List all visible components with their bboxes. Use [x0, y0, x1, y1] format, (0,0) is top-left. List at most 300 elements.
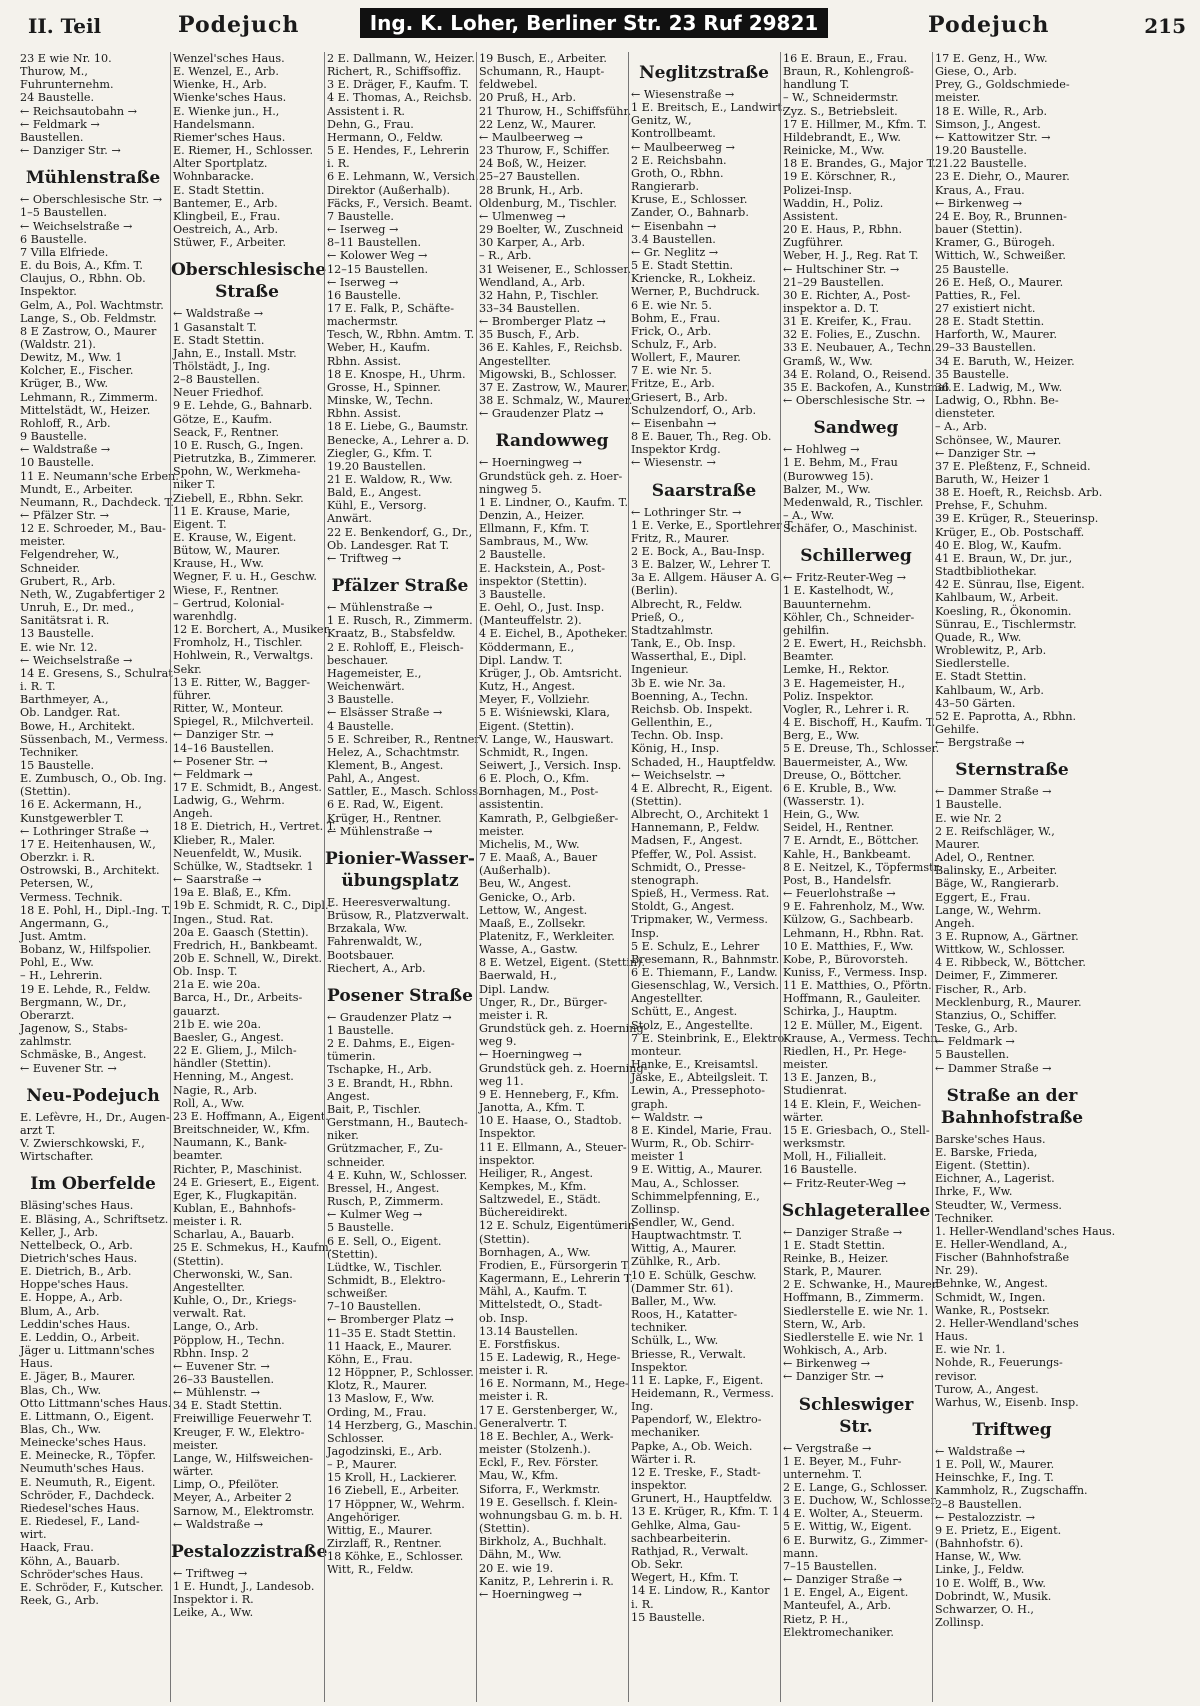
directory-entry: 30 Karper, A., Arb.: [479, 236, 586, 250]
directory-entry: Stüwer, F., Arbeiter.: [173, 236, 287, 250]
directory-entry: 4 Baustelle.: [327, 719, 394, 733]
cross-street-line: ← Eisenbahn →: [631, 416, 717, 430]
directory-entry: Grosse, H., Spinner.: [327, 380, 441, 394]
directory-entry: 16 E. Normann, M., Hege-: [479, 1377, 629, 1391]
directory-entry: 23 E. Hoffmann, A., Eigent.: [173, 1109, 329, 1123]
street-heading: Straße an der Bahnhofstraße: [940, 1085, 1084, 1128]
cross-street-line: ← Hoerningweg →: [479, 1587, 582, 1601]
directory-entry: Seidel, H., Rentner.: [783, 821, 895, 835]
directory-entry: Stoldt, G., Angest.: [631, 900, 735, 914]
directory-entry: 14–16 Baustellen.: [173, 741, 275, 755]
directory-entry: Zugführer.: [783, 236, 844, 250]
directory-entry: 2 E. Rohloff, E., Fleisch-: [327, 640, 464, 654]
directory-entry: Jagodzinski, E., Arb.: [327, 1445, 443, 1458]
directory-entry: Albrecht, R., Feldw.: [631, 597, 743, 611]
directory-entry: 20 E. wie 19.: [479, 1561, 554, 1575]
directory-entry: Schneider.: [20, 561, 80, 575]
directory-entry: i. R.: [327, 157, 350, 171]
directory-entry: Hildebrandt, E., Ww.: [783, 130, 901, 144]
directory-entry: Angermann, G.,: [20, 916, 109, 930]
directory-entry: Blas, Ch., Ww.: [20, 1383, 102, 1397]
directory-entry: Bressel, H., Angest.: [327, 1181, 440, 1195]
directory-entry: Nr. 29).: [935, 1264, 979, 1278]
directory-entry: Saltzwedel, E., Städt.: [479, 1193, 601, 1207]
directory-entry: Schmäske, B., Angest.: [20, 1048, 147, 1062]
column-2: [170, 52, 337, 1702]
directory-entry: (Stettin).: [631, 794, 682, 808]
directory-entry: Pietrutzka, B., Zimmerer.: [173, 452, 317, 466]
directory-entry: Richter, P., Maschinist.: [173, 1162, 303, 1176]
directory-entry: Schlosser.: [327, 1431, 385, 1445]
directory-entry: 9 Baustelle.: [20, 430, 87, 444]
directory-entry: inspektor a. D. T.: [783, 301, 880, 315]
directory-entry: 38 E. Hoeft, R., Reichsb. Arb.: [935, 486, 1103, 500]
directory-entry: Krüger, J., Ob. Amtsricht.: [479, 666, 623, 680]
directory-entry: i. R.: [631, 1597, 654, 1611]
directory-entry: Teske, G., Arb.: [935, 1022, 1018, 1036]
directory-entry: sachbearbeiterin.: [631, 1531, 731, 1545]
directory-entry: 1 E. Stadt Stettin.: [783, 1238, 886, 1252]
directory-entry: meister 1: [631, 1150, 685, 1164]
directory-entry: Baruth, W., Heizer 1: [935, 473, 1050, 486]
directory-entry: 3b E. wie Nr. 3a.: [631, 676, 726, 690]
directory-entry: (Stettin).: [327, 1247, 378, 1261]
cross-street-line: ← Mühlenstraße →: [327, 824, 433, 838]
cross-street-line: ← Hoerningweg →: [479, 456, 582, 470]
directory-entry: Lewin, A., Pressephoto-: [631, 1084, 765, 1098]
directory-entry: zahlmstr.: [20, 1035, 72, 1049]
directory-entry: Kobe, P., Bürovorsteh.: [783, 952, 909, 966]
directory-entry: 3 E. Balzer, W., Lehrer T.: [631, 558, 771, 572]
directory-entry: Dipl. Landw. T.: [479, 653, 563, 667]
directory-entry: 3 E. Duchow, W., Schlosser.: [783, 1494, 939, 1508]
directory-entry: Eichner, A., Lagerist.: [935, 1172, 1055, 1186]
directory-entry: Waddin, H., Poliz.: [783, 196, 884, 210]
directory-entry: Krüger, E., Ob. Postschaff.: [935, 525, 1085, 539]
directory-entry: 12 E. Müller, M., Eigent.: [783, 1018, 923, 1032]
directory-entry: 14 E. Gresens, S., Schulrat: [20, 666, 173, 680]
directory-entry: Lange, O., Arb.: [173, 1320, 259, 1334]
directory-entry: Wurm, R., Ob. Schirr-: [631, 1137, 755, 1151]
place-name-right: Podejuch: [928, 12, 1050, 38]
street-heading: Im Oberfelde: [30, 1174, 156, 1195]
directory-entry: Sekr.: [173, 662, 202, 676]
directory-entry: 20a E. Gaasch (Stettin).: [173, 925, 309, 939]
directory-entry: meister.: [173, 1438, 219, 1452]
directory-entry: 24 E. Griesert, E., Eigent.: [173, 1175, 320, 1189]
directory-entry: Wienke, H., Arb.: [173, 78, 267, 92]
directory-entry: Siedlerstelle.: [935, 657, 1010, 671]
directory-entry: gauarzt.: [173, 1004, 221, 1018]
directory-entry: 17 Höppner, W., Wehrm.: [327, 1497, 465, 1511]
directory-entry: 11 E. Lapke, F., Eigent.: [631, 1373, 764, 1387]
directory-entry: Direktor (Außerhalb).: [327, 183, 451, 197]
directory-entry: Sendler, W., Gend.: [631, 1215, 735, 1229]
directory-entry: Insp.: [631, 926, 660, 940]
street-heading: Sandweg: [813, 418, 899, 439]
directory-entry: 6 E. Lehmann, W., Versich.: [327, 170, 479, 184]
directory-entry: Reichsb. Ob. Inspekt.: [631, 702, 753, 716]
street-heading: Neu-Podejuch: [26, 1085, 160, 1106]
directory-entry: Mundt, E., Arbeiter.: [20, 482, 134, 496]
cross-street-line: ← Graudenzer Platz →: [327, 1010, 452, 1024]
street-heading: Randowweg: [495, 431, 609, 452]
directory-entry: inspektor.: [631, 1479, 687, 1493]
directory-entry: Wroblewitz, P., Arb.: [935, 644, 1047, 658]
directory-entry: Klieber, R., Maler.: [173, 833, 276, 847]
cross-street-line: ← Iserweg →: [327, 275, 399, 289]
directory-entry: 12 E. Schulz, Eigentümerin: [479, 1219, 635, 1233]
directory-entry: 24 E. Boy, R., Brunnen-: [935, 209, 1067, 223]
directory-entry: Weichenwärt.: [327, 680, 405, 694]
directory-entry: 7–15 Baustellen.: [783, 1559, 877, 1573]
directory-entry: 16 Baustelle.: [783, 1163, 858, 1177]
directory-entry: Bantemer, E., Arb.: [173, 196, 278, 210]
directory-entry: Eigent. T.: [173, 517, 227, 531]
cross-street-line: ← Kolower Weg →: [327, 249, 428, 263]
directory-entry: bauer (Stettin).: [935, 223, 1023, 237]
directory-entry: Rathjad, R., Verwalt.: [631, 1544, 749, 1558]
directory-entry: Griesert, B., Arb.: [631, 390, 728, 404]
directory-entry: 32 E. Folies, E., Zuschn.: [783, 328, 921, 342]
directory-entry: 19a E. Blaß, E., Kfm.: [173, 886, 292, 900]
directory-entry: Dobrindt, W., Musik.: [935, 1589, 1052, 1603]
directory-entry: 1 E. Engel, A., Eigent.: [783, 1586, 909, 1600]
directory-entry: 16 Baustelle.: [327, 288, 402, 302]
directory-entry: Keller, J., Arb.: [20, 1225, 99, 1239]
street-heading: Oberschlesische Straße: [171, 260, 327, 303]
directory-entry: Platenitz, F., Werkleiter.: [479, 930, 615, 943]
directory-entry: Briesse, R., Verwalt.: [631, 1347, 746, 1361]
directory-entry: Henning, M., Angest.: [173, 1070, 294, 1084]
directory-entry: 26 E. Heß, O., Maurer.: [935, 275, 1064, 289]
directory-entry: Michelis, M., Ww.: [479, 837, 580, 851]
directory-entry: Rangierarb.: [631, 180, 699, 194]
directory-entry: Hannemann, P., Feldw.: [631, 821, 760, 835]
directory-entry: E. Dietrich, B., Arb.: [20, 1265, 132, 1279]
directory-entry: Kutz, H., Angest.: [479, 680, 576, 694]
directory-entry: Sambraus, M., Ww.: [479, 535, 589, 549]
directory-entry: Kahle, H., Bankbeamt.: [783, 847, 911, 861]
directory-entry: Fäcks, F., Versich. Beamt.: [327, 196, 473, 210]
directory-entry: 21–29 Baustellen.: [783, 275, 885, 289]
directory-entry: wärter.: [783, 1110, 824, 1124]
directory-entry: Otto Littmann'sches Haus.: [20, 1396, 172, 1410]
cross-street-line: ← Bergstraße →: [935, 736, 1025, 750]
cross-street-line: ← Hoerningweg →: [479, 1048, 582, 1062]
directory-entry: 7 Villa Elfriede.: [20, 245, 109, 259]
directory-entry: Berg, E., Ww.: [783, 729, 860, 743]
directory-entry: weg 11.: [479, 1074, 524, 1088]
directory-entry: Lehmann, R., Zimmerm.: [20, 390, 158, 404]
directory-entry: meister.: [20, 535, 66, 549]
directory-entry: (Außerhalb).: [479, 864, 551, 878]
street-heading: Schlageterallee: [781, 1200, 931, 1221]
directory-entry: Wohkisch, A., Arb.: [783, 1344, 888, 1358]
directory-entry: 19.20 Baustelle.: [935, 144, 1027, 158]
cross-street-line: ← Pfälzer Str. →: [20, 509, 110, 522]
directory-entry: Harforth, W., Maurer.: [935, 328, 1057, 342]
directory-entry: 1. Heller-Wendland'sches Haus.: [935, 1224, 1116, 1238]
directory-entry: Nettelbeck, O., Arb.: [20, 1238, 133, 1252]
directory-entry: diensteter.: [935, 407, 996, 421]
directory-entry: 9 E. Wittig, A., Maurer.: [631, 1163, 763, 1177]
directory-entry: 12–15 Baustellen.: [327, 262, 429, 276]
directory-entry: E. Jäger, B., Maurer.: [20, 1370, 136, 1384]
directory-entry: 5 Baustellen.: [935, 1048, 1010, 1062]
directory-entry: Spohn, W., Werkmeha-: [173, 465, 301, 479]
directory-entry: Just. Amtm.: [20, 930, 87, 943]
directory-entry: meister.: [783, 1058, 829, 1072]
column-6: [780, 52, 952, 1702]
directory-entry: Zollinsp.: [631, 1202, 680, 1216]
directory-entry: 17 E. Heitenhausen, W.,: [20, 837, 156, 851]
directory-entry: meister i. R.: [479, 1390, 549, 1404]
directory-entry: Inspektor Krdg.: [631, 443, 721, 457]
directory-entry: 14 Herzberg, G., Maschin.: [327, 1418, 477, 1432]
street-heading: Pionier-Wasser-übungsplatz: [325, 848, 475, 891]
directory-entry: 17 E. Gerstenberger, W.,: [479, 1403, 618, 1417]
directory-entry: Kahlbaum, W., Arb.: [935, 683, 1044, 697]
directory-entry: E. Wenzel, E., Arb.: [173, 65, 279, 79]
cross-street-line: ← Lothringer Straße →: [20, 824, 149, 838]
directory-entry: 21a E. wie 20a.: [173, 978, 261, 992]
directory-entry: Barthmeyer, A.,: [20, 693, 109, 707]
directory-entry: Zirzlaff, R., Rentner.: [327, 1537, 442, 1551]
directory-entry: Giesenschlag, W., Versich.: [631, 979, 780, 993]
directory-entry: 20b E. Schnell, W., Direkt.: [173, 952, 323, 965]
directory-entry: Elektromechaniker.: [783, 1625, 894, 1639]
directory-entry: Tripmaker, W., Vermess.: [631, 913, 768, 927]
cross-street-line: ← Kattowitzer Str. →: [935, 130, 1051, 144]
directory-entry: Hauptwachtmstr. T.: [631, 1229, 742, 1243]
directory-entry: Schülk, L., Ww.: [631, 1334, 719, 1348]
directory-entry: E. Stadt Stettin.: [173, 183, 265, 197]
directory-entry: Oberarzt.: [20, 1008, 75, 1022]
cross-street-line: ← Weichselstr. →: [631, 768, 725, 782]
directory-entry: Wegner, F. u. H., Geschw.: [173, 570, 317, 584]
directory-entry: 13 Baustelle.: [20, 627, 95, 641]
directory-entry: Fromholz, H., Tischler.: [173, 636, 303, 650]
directory-entry: Köhn, A., Bauarb.: [20, 1554, 120, 1568]
directory-entry: Riemer'sches Haus.: [173, 130, 286, 144]
directory-entry: 52 E. Paprotta, A., Rbhn.: [935, 709, 1077, 723]
directory-entry: Büchereidirekt.: [479, 1206, 568, 1220]
directory-entry: Ziegler, G., Kfm. T.: [327, 446, 433, 460]
directory-entry: 13 E. Krüger, R., Kfm. T. 1: [631, 1505, 780, 1519]
directory-entry: wärter.: [173, 1465, 214, 1479]
directory-entry: Haus.: [20, 1357, 53, 1371]
directory-entry: revisor.: [935, 1369, 978, 1383]
directory-entry: 32 Hahn, P., Tischler.: [479, 288, 599, 302]
directory-entry: 14 E. Lindow, R., Kantor: [631, 1584, 770, 1598]
cross-street-line: ← Waldstraße →: [173, 1517, 264, 1531]
directory-entry: 2 E. Dallmann, W., Heizer.: [327, 52, 475, 65]
directory-entry: 36 E. Kahles, F., Reichsb.: [479, 341, 623, 355]
cross-street-line: ← Danziger Straße →: [783, 1225, 903, 1239]
directory-entry: Kagermann, E., Lehrerin T.: [479, 1272, 634, 1286]
directory-entry: (Manteuffelstr. 2).: [479, 614, 582, 628]
directory-entry: 15 Baustelle.: [20, 758, 95, 772]
directory-entry: Seiwert, J., Versich. Insp.: [479, 758, 622, 772]
directory-entry: Blum, A., Arb.: [20, 1304, 100, 1318]
directory-entry: – P., Maurer.: [327, 1458, 398, 1472]
directory-entry: 16 E. Ackermann, H.,: [20, 798, 142, 812]
directory-entry: 16 Ziebell, E., Arbeiter.: [327, 1484, 460, 1498]
cross-street-line: ← Vergstraße →: [783, 1441, 872, 1455]
directory-entry: Janotta, A., Kfm. T.: [479, 1101, 586, 1115]
directory-entry: 10 E. Rusch, G., Ingen.: [173, 438, 304, 452]
directory-entry: Inspektor i. R.: [173, 1593, 254, 1607]
directory-entry: Kolcher, E., Fischer.: [20, 364, 134, 378]
directory-entry: 36 E. Ladwig, M., Ww.: [935, 380, 1063, 394]
directory-entry: Hanse, W., Ww.: [935, 1550, 1022, 1564]
directory-entry: Fritz, R., Maurer.: [631, 531, 730, 545]
directory-entry: Frodien, E., Fürsorgerin T.: [479, 1258, 631, 1272]
directory-entry: Krüger, B., Ww.: [20, 377, 109, 391]
directory-entry: 6 E. Rad, W., Eigent.: [327, 798, 444, 812]
directory-entry: 22 E. Gliem, J., Milch-: [173, 1044, 297, 1058]
directory-entry: Balzer, M., Ww.: [783, 482, 871, 496]
directory-entry: 23 E. Diehr, O., Maurer.: [935, 170, 1070, 184]
directory-entry: Alter Sportplatz.: [173, 157, 268, 171]
directory-entry: Lettow, W., Angest.: [479, 903, 588, 917]
directory-entry: führer.: [173, 688, 212, 702]
directory-entry: Migowski, B., Schlosser.: [479, 367, 617, 381]
directory-entry: Siedlerstelle E. wie Nr. 1: [783, 1330, 925, 1344]
directory-entry: 22 E. Benkendorf, G., Dr.,: [327, 525, 473, 539]
directory-entry: Polizei-Insp.: [783, 183, 852, 197]
directory-entry: Kruse, E., Schlosser.: [631, 193, 748, 207]
cross-street-line: ← Reichsautobahn →: [20, 104, 138, 118]
directory-entry: ob. Insp.: [479, 1311, 529, 1325]
directory-entry: Krüger, H., Rentner.: [327, 811, 442, 825]
directory-entry: Leike, A., Ww.: [173, 1606, 254, 1620]
directory-entry: Brzakala, Ww.: [327, 922, 408, 936]
directory-entry: händler (Stettin).: [173, 1057, 272, 1071]
directory-entry: Eger, K., Flugkapitän.: [173, 1188, 298, 1202]
directory-entry: Kahlbaum, W., Arbeit.: [935, 591, 1059, 605]
directory-entry: Rohloff, R., Arb.: [20, 416, 111, 430]
directory-entry: Ostrowski, B., Architekt.: [20, 864, 160, 878]
directory-entry: Wienke'sches Haus.: [173, 91, 287, 105]
directory-entry: 35 E. Backofen, A., Kunstmal.: [783, 380, 952, 394]
directory-entry: 17 E. Genz, H., Ww.: [935, 52, 1048, 65]
directory-entry: – Gertrud, Kolonial-: [173, 596, 285, 610]
directory-entry: (Stettin).: [173, 1254, 224, 1268]
directory-entry: 15 E. Griesbach, O., Stell-: [783, 1123, 930, 1137]
directory-entry: 25 Baustelle.: [935, 262, 1010, 276]
directory-entry: Moll, H., Filialleit.: [783, 1150, 887, 1164]
directory-entry: Barca, H., Dr., Arbeits-: [173, 991, 303, 1005]
directory-entry: 26–33 Baustellen.: [173, 1373, 275, 1386]
directory-entry: (Burowweg 15).: [783, 469, 874, 483]
directory-entry: – H., Lehrerin.: [20, 969, 103, 983]
directory-entry: Roll, A., Ww.: [173, 1096, 245, 1110]
directory-entry: 21b E. wie 20a.: [173, 1017, 262, 1031]
directory-entry: 8 E. Bauer, Th., Reg. Ob.: [631, 430, 772, 444]
directory-entry: Boenning, A., Techn.: [631, 689, 749, 703]
directory-entry: (Dammer Str. 61).: [631, 1281, 734, 1295]
directory-entry: Ob. Landger. Rat.: [20, 706, 121, 720]
directory-entry: Fritze, E., Arb.: [631, 377, 715, 391]
directory-entry: (Stettin).: [479, 1232, 530, 1246]
directory-entry: 21 E. Waldow, R., Ww.: [327, 473, 453, 486]
directory-entry: Maurer.: [935, 837, 980, 851]
directory-entry: 21 Thurow, H., Schiffsführ.: [479, 104, 632, 118]
directory-entry: E. Zumbusch, O., Ob. Ing.: [20, 772, 167, 786]
cross-street-line: ← Waldstraße →: [173, 307, 264, 321]
directory-entry: 1 E. Verke, E., Sportlehrer T.: [631, 518, 795, 532]
directory-entry: Rusch, P., Zimmerm.: [327, 1195, 444, 1209]
directory-entry: 5 E. Wiśniewski, Klara,: [479, 706, 610, 720]
directory-entry: Pfeffer, W., Pol. Assist.: [631, 847, 757, 861]
directory-entry: 19 E. Lehde, R., Feldw.: [20, 982, 151, 996]
directory-entry: E. Littmann, O., Eigent.: [20, 1409, 155, 1423]
directory-entry: Hermann, O., Feldw.: [327, 130, 444, 144]
directory-entry: E. Forstfiskus.: [479, 1337, 561, 1351]
directory-entry: Stanzius, O., Schiffer.: [935, 1008, 1057, 1022]
directory-entry: Schmidt, R., Ingen.: [479, 745, 589, 759]
directory-entry: Ingenieur.: [631, 663, 689, 677]
directory-entry: Bornhagen, A., Ww.: [479, 1245, 591, 1259]
directory-entry: Deimer, F., Zimmerer.: [935, 969, 1059, 983]
cross-street-line: ← Iserweg →: [327, 223, 399, 237]
street-heading: Mühlenstraße: [25, 168, 161, 189]
directory-entry: Thölstädt, J., Ing.: [173, 359, 271, 373]
directory-entry: Sünrau, E., Tischlermstr.: [935, 617, 1077, 631]
directory-entry: Ihrke, F., Ww.: [935, 1185, 1013, 1199]
directory-entry: 1 E. Kastelhodt, W.,: [783, 584, 894, 598]
directory-entry: 2–8 Baustellen.: [935, 1497, 1022, 1511]
directory-entry: Reek, G., Arb.: [20, 1594, 99, 1608]
directory-entry: monteur.: [631, 1044, 682, 1058]
directory-entry: Wasserthal, E., Dipl.: [631, 650, 747, 664]
directory-entry: Schütt, E., Angest.: [631, 1005, 738, 1019]
directory-entry: – R., Arb.: [479, 249, 532, 263]
directory-entry: 13 Maslow, F., Ww.: [327, 1392, 435, 1406]
directory-entry: Stadtzahlmstr.: [631, 623, 714, 637]
directory-entry: Siedlerstelle E. wie Nr. 1.: [783, 1304, 929, 1318]
directory-entry: wohnungsbau G. m. b. H.: [479, 1508, 623, 1522]
directory-entry: Techniker.: [20, 745, 79, 759]
directory-entry: 3 E. Dräger, F., Kaufm. T.: [327, 78, 470, 92]
directory-entry: Rbhn. Assist.: [327, 354, 402, 368]
directory-entry: 5 E. Hendes, F., Lehrerin: [327, 144, 470, 158]
directory-entry: Zyz. S., Betriebsleit.: [783, 104, 898, 118]
directory-entry: 30 E. Richter, A., Post-: [783, 288, 911, 302]
directory-entry: Oberzkr. i. R.: [20, 851, 95, 865]
directory-entry: Balinsky, E., Arbeiter.: [935, 864, 1058, 878]
directory-entry: Riedlen, H., Pr. Hege-: [783, 1044, 907, 1058]
directory-entry: Koesling, R., Ökonomin.: [935, 604, 1072, 618]
directory-entry: Ob. Landesger. Rat T.: [327, 538, 450, 552]
directory-entry: 18 Köhke, E., Schlosser.: [327, 1550, 464, 1564]
directory-entry: Baesler, G., Angest.: [173, 1030, 284, 1044]
directory-entry: 13.14 Baustellen.: [479, 1324, 579, 1338]
directory-entry: Eigent. (Stettin).: [935, 1159, 1031, 1173]
directory-entry: Witt, R., Feldw.: [327, 1563, 414, 1577]
directory-entry: 1 E. Behm, M., Frau: [783, 456, 898, 470]
directory-entry: Schäfer, O., Maschinist.: [783, 522, 918, 536]
directory-entry: 3 Baustelle.: [327, 693, 394, 707]
directory-entry: niker.: [327, 1129, 359, 1143]
directory-entry: Vermess. Technik.: [20, 890, 123, 904]
directory-entry: 9 E. Lehde, G., Bahnarb.: [173, 399, 313, 413]
directory-entry: 33–34 Baustellen.: [479, 301, 581, 315]
directory-entry: 4 E. Albrecht, R., Eigent.: [631, 781, 773, 795]
directory-entry: Schulzendorf, O., Arb.: [631, 403, 757, 417]
